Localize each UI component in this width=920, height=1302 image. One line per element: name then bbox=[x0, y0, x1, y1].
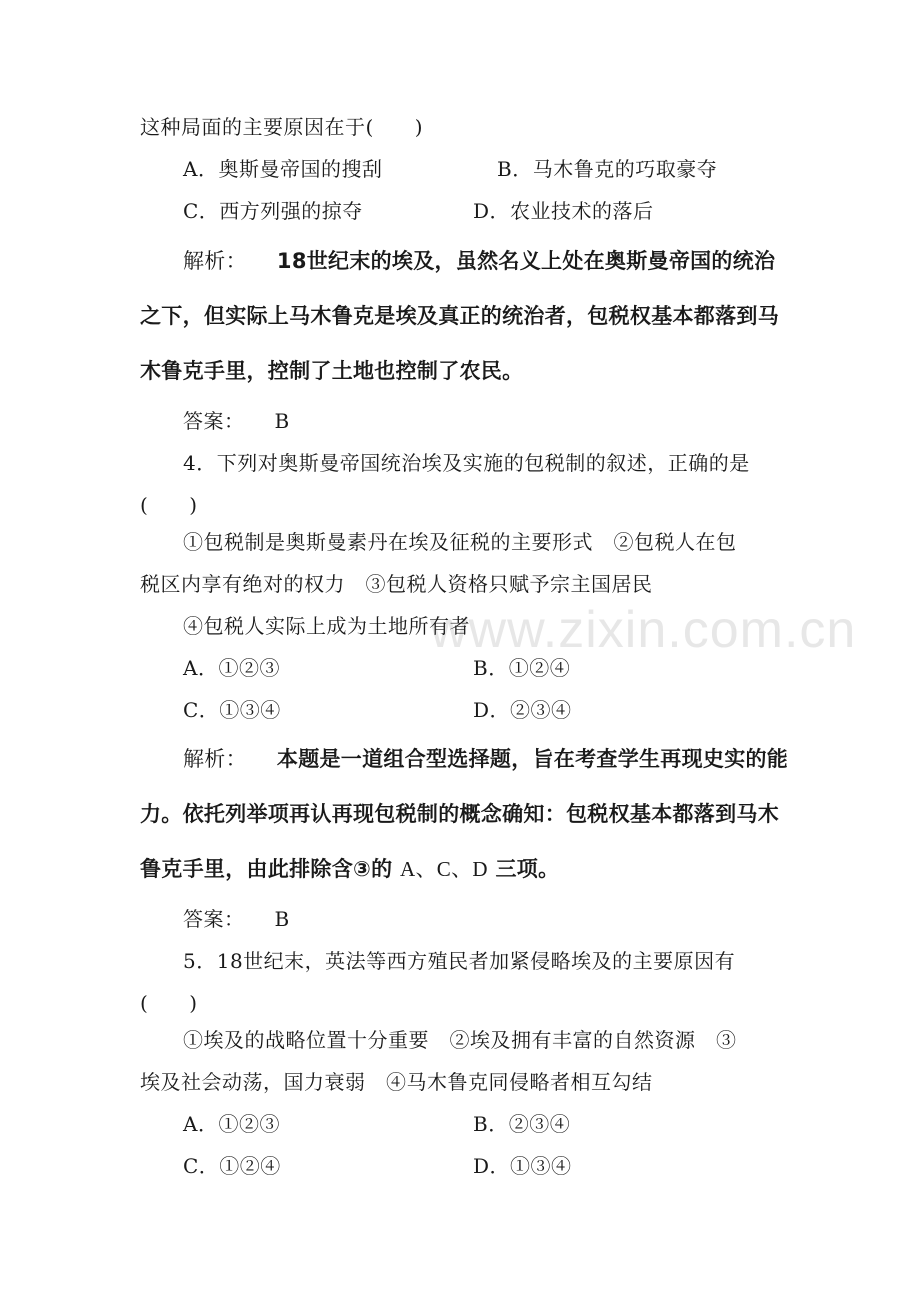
q4-analysis-text3b: A、C、D bbox=[400, 857, 488, 881]
q5-option-c: C．①②④ bbox=[183, 1154, 281, 1178]
q4-answer-line bbox=[183, 906, 290, 932]
q5-option-b: B．②③④ bbox=[473, 1112, 571, 1136]
q5-stem-line2: ( ) bbox=[140, 991, 198, 1015]
q4-stem-line1: 4．下列对奥斯曼帝国统治埃及实施的包税制的叙述，正确的是 bbox=[183, 451, 750, 475]
q4-option-b: B．①②④ bbox=[473, 656, 571, 680]
q4-items-line2: 税区内享有绝对的权力 ③包税人资格只赋予宗主国居民 bbox=[140, 572, 653, 596]
q5-option-a: A．①②③ bbox=[183, 1112, 280, 1136]
q4-option-a: A．①②③ bbox=[183, 656, 280, 680]
q5-option-d: D．①③④ bbox=[473, 1154, 572, 1178]
q4-option-d: D．②③④ bbox=[473, 698, 572, 722]
q3-analysis-line3: 木鲁克手里，控制了土地也控制了农民。 bbox=[140, 359, 524, 383]
q3-option-d: D．农业技术的落后 bbox=[473, 199, 654, 223]
q5-items-line1: ①埃及的战略位置十分重要 ②埃及拥有丰富的自然资源 ③ bbox=[183, 1028, 737, 1052]
q3-option-a: A．奥斯曼帝国的搜刮 bbox=[183, 157, 383, 181]
q4-items-line1: ①包税制是奥斯曼素丹在埃及征税的主要形式 ②包税人在包 bbox=[183, 530, 737, 554]
q4-items-line3: ④包税人实际上成为土地所有者 bbox=[183, 614, 470, 638]
q3-analysis-text1: 18世纪末的埃及，虽然名义上处在奥斯曼帝国的统治 bbox=[276, 249, 776, 273]
q3-option-b: B．马木鲁克的巧取豪夺 bbox=[497, 157, 718, 181]
q4-analysis-line2: 力。依托列举项再认再现包税制的概念确知：包税权基本都落到马木 bbox=[140, 802, 779, 826]
q3-answer-line bbox=[183, 408, 290, 434]
q3-analysis-line2: 之下，但实际上马木鲁克是埃及真正的统治者，包税权基本都落到马 bbox=[140, 304, 779, 328]
q3-analysis-line1 bbox=[183, 248, 775, 274]
q4-answer: B bbox=[274, 907, 290, 931]
q4-analysis-text1: 本题是一道组合型选择题，旨在考查学生再现史实的能 bbox=[276, 747, 789, 771]
q4-analysis-text3a: 鲁克手里，由此排除含③的 bbox=[140, 857, 393, 881]
q5-items-line2: 埃及社会动荡，国力衰弱 ④马木鲁克同侵略者相互勾结 bbox=[140, 1070, 653, 1094]
q4-option-c: C．①③④ bbox=[183, 698, 281, 722]
watermark: www.zixin.com.cn bbox=[430, 601, 857, 659]
q3-answer: B bbox=[274, 409, 290, 433]
q4-answer-label: 答案： bbox=[183, 907, 245, 931]
q4-analysis-line3 bbox=[140, 856, 559, 882]
q3-answer-label: 答案： bbox=[183, 409, 245, 433]
q4-analysis-label: 解析： bbox=[183, 747, 247, 771]
q5-stem-line1: 5．18世纪末，英法等西方殖民者加紧侵略埃及的主要原因有 bbox=[183, 949, 736, 973]
q4-analysis-line1 bbox=[183, 746, 788, 772]
q3-analysis-label: 解析： bbox=[183, 249, 247, 273]
q4-analysis-text3c: 三项。 bbox=[495, 857, 560, 881]
q3-stem: 这种局面的主要原因在于( ) bbox=[140, 115, 424, 139]
q3-option-c: C．西方列强的掠夺 bbox=[183, 199, 363, 223]
q4-stem-line2: ( ) bbox=[140, 493, 198, 517]
